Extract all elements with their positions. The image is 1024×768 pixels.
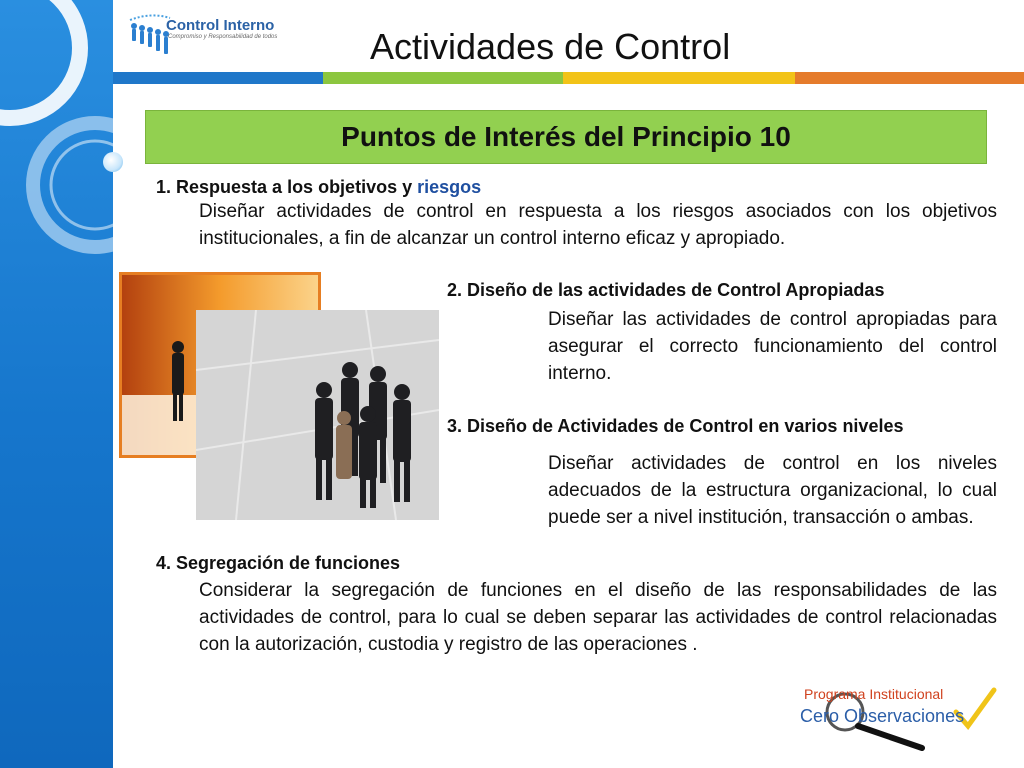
footer-logo-line2: Cero Observaciones <box>800 706 965 726</box>
point-4-text: Considerar la segregación de funciones en el diseño de las responsabilidades de las actividades de control, para lo cual se deben separar las actividades de control relacionadas con la autorización, custodia y registro de las operaciones . <box>199 580 997 655</box>
group-meeting-image <box>196 310 439 520</box>
ring-decoration <box>0 0 113 768</box>
logo-subtitle: Compromiso y Responsabilidad de todos <box>168 34 278 40</box>
point-2-heading: 2. Diseño de las actividades de Control Apropiadas <box>447 280 885 300</box>
bubble-decoration <box>103 152 123 172</box>
point-1-heading-text: 1. Respuesta a los objetivos y <box>156 177 418 197</box>
stripe-yellow <box>563 72 795 84</box>
stripe-green <box>323 72 563 84</box>
sidebar-decoration <box>0 0 113 768</box>
point-4-heading: 4. Segregación de funciones <box>156 553 401 573</box>
principle-banner <box>145 110 987 164</box>
point-2-text: Diseñar las actividades de control apropiadas para asegurar el correcto funcionamiento del control interno. <box>548 309 997 384</box>
point-3-heading: 3. Diseño de Actividades de Control en varios niveles <box>447 416 904 436</box>
banner-title: Puntos de Interés del Principio 10 <box>341 121 791 152</box>
logo-title: Control Interno <box>166 17 275 34</box>
point-3-text: Diseñar actividades de control en los niveles adecuados de la estructura organizacional, lo cual puede ser a nivel institución, transacción o ambas. <box>548 453 997 528</box>
point-1-heading <box>156 177 481 198</box>
point-1-heading-highlight: riesgos <box>417 177 482 197</box>
slide-title: Actividades de Control <box>370 26 731 67</box>
point-1-text: Diseñar actividades de control en respuesta a los riesgos asociados con los objetivos institucionales, a fin de alcanzar un control interno eficaz y apropiado. <box>199 201 997 249</box>
stripe-orange <box>795 72 1024 84</box>
footer-logo-line1: Programa Institucional <box>804 686 944 702</box>
meeting-group-photo <box>196 310 439 520</box>
stripe-blue <box>113 72 323 84</box>
cero-observaciones-logo <box>798 682 1004 754</box>
